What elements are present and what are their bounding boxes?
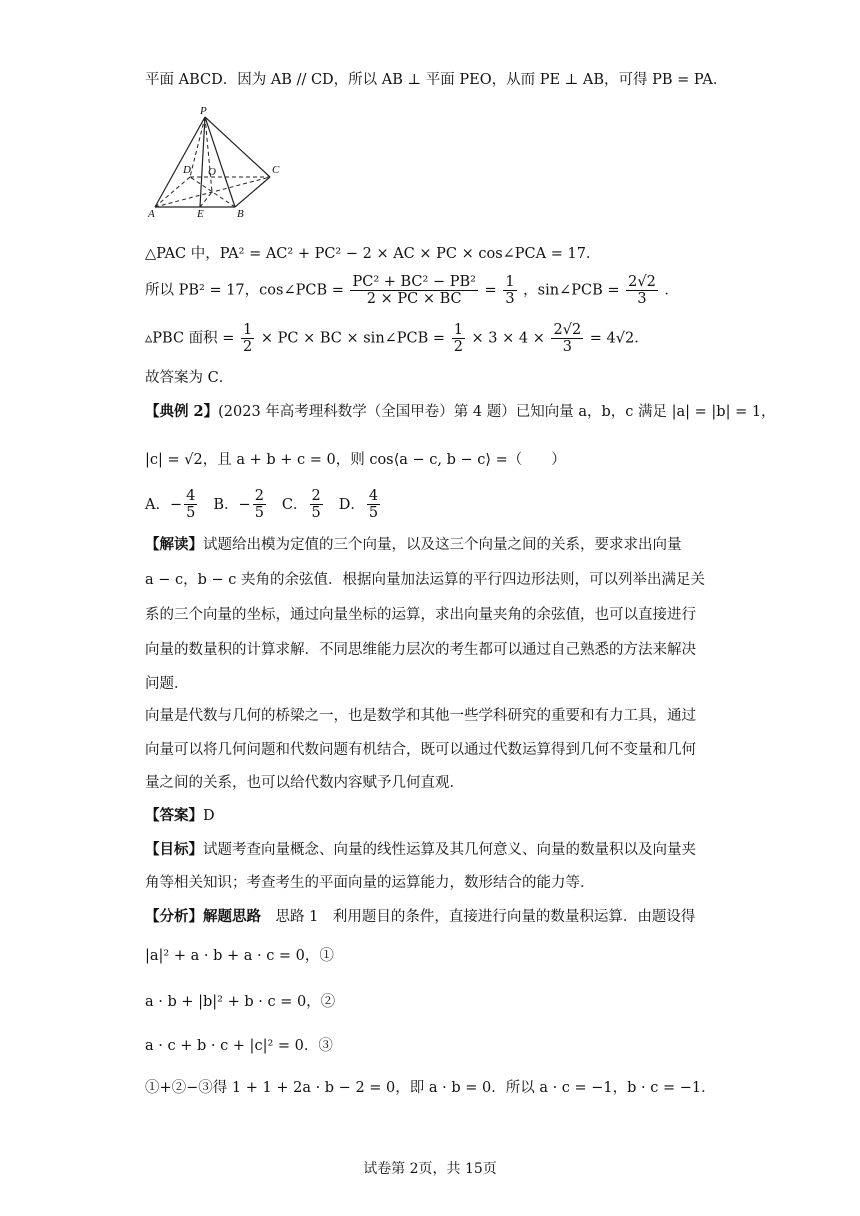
formula-line: 所以 PB² = 17，cos∠PCB = $\frac{\text{PC² + BC² − PB²}}{2 \times PC \times BC}$ = $\frac{1}{3}$ ，sin∠PCB = $\frac{2√2}{3}$ ． bbox=[145, 274, 679, 307]
example-line: |c| = √2，且 a + b + c = 0，则 cos⟨a − c, b − c⟩ =（ ） bbox=[145, 452, 566, 468]
equation-2: a · b + |b|² + b · c = 0，② bbox=[145, 994, 336, 1010]
label-A: A bbox=[148, 208, 155, 220]
option-0: A．− $\frac{4}{5}$ bbox=[145, 488, 196, 521]
label-B: B bbox=[237, 208, 244, 220]
label-E: E bbox=[197, 208, 204, 220]
option-1: B．− $\frac{2}{5}$ bbox=[213, 488, 264, 521]
text-line: 系的三个向量的坐标，通过向量坐标的运算，求出向量夹角的余弦值，也可以直接进行 bbox=[145, 607, 696, 623]
equation-4: ①+②−③得 1 + 1 + 2a · b − 2 = 0，即 a · b = 0．所以 a · c = −1，b · c = −1． bbox=[145, 1080, 716, 1096]
text-line: 量之间的关系，也可以给代数内容赋予几何直观． bbox=[145, 775, 464, 791]
text-line: 向量可以将几何问题和代数问题有机结合，既可以通过代数运算得到几何不变量和几何 bbox=[145, 742, 696, 758]
text-line: 向量是代数与几何的桥梁之一，也是数学和其他一些学科研究的重要和有力工具，通过 bbox=[145, 708, 696, 724]
interpretation: 【解读】试题给出模为定值的三个向量，以及这三个向量之间的关系，要求求出向量 bbox=[145, 536, 682, 553]
text-line: a − c，b − c 夹角的余弦值．根据向量加法运算的平行四边形法则，可以列举出满足关 bbox=[145, 572, 706, 588]
text-line: 平面 ABCD．因为 AB // CD，所以 AB ⊥ 平面 PEO，从而 PE ⊥ AB，可得 PB = PA． bbox=[145, 72, 728, 88]
text-line: 角等相关知识；考查考生的平面向量的运算能力，数形结合的能力等． bbox=[145, 875, 595, 891]
label-P: P bbox=[200, 105, 207, 117]
equation-1: |a|² + a · b + a · c = 0，① bbox=[145, 948, 334, 964]
label-C: C bbox=[272, 164, 280, 176]
text-line: 向量的数量积的计算求解．不同思维能力层次的考生都可以通过自己熟悉的方法来解决 bbox=[145, 642, 696, 658]
label-D: D bbox=[183, 164, 191, 176]
text-line: 故答案为 C． bbox=[145, 370, 234, 386]
option-2: C． $\frac{2}{5}$ bbox=[281, 488, 321, 521]
goal: 【目标】试题考查向量概念、向量的线性运算及其几何意义、向量的数量积以及向量夹 bbox=[145, 841, 696, 858]
text-line: 问题． bbox=[145, 676, 189, 692]
text-line: △PAC 中，PA² = AC² + PC² − 2 × AC × PC × cos∠PCA = 17． bbox=[145, 246, 601, 262]
analysis: 【分析】解题思路 思路 1 利用题目的条件，直接进行向量的数量积运算．由题设得 bbox=[145, 908, 696, 925]
page-footer: 试卷第 2页，共 15页 bbox=[363, 1161, 497, 1177]
options-row bbox=[145, 488, 396, 521]
equation-3: a · c + b · c + |c|² = 0．③ bbox=[145, 1038, 333, 1054]
formula-line: ▵PBC 面积 = $\frac{1}{2}$ × PC × BC × sin∠PCB = $\frac{1}{2}$ × 3 × 4 × $\frac{2√2}{3}$ = 4√2． bbox=[145, 322, 649, 355]
example-heading: 【典例 2】(2023 年高考理科数学（全国甲卷）第 4 题）已知向量 a，b，c 满足 |a| = |b| = 1， bbox=[145, 403, 776, 420]
label-O: O bbox=[208, 166, 216, 178]
pyramid-figure bbox=[145, 105, 285, 220]
answer: 【答案】D bbox=[145, 807, 215, 824]
option-3: D． $\frac{4}{5}$ bbox=[338, 488, 379, 521]
